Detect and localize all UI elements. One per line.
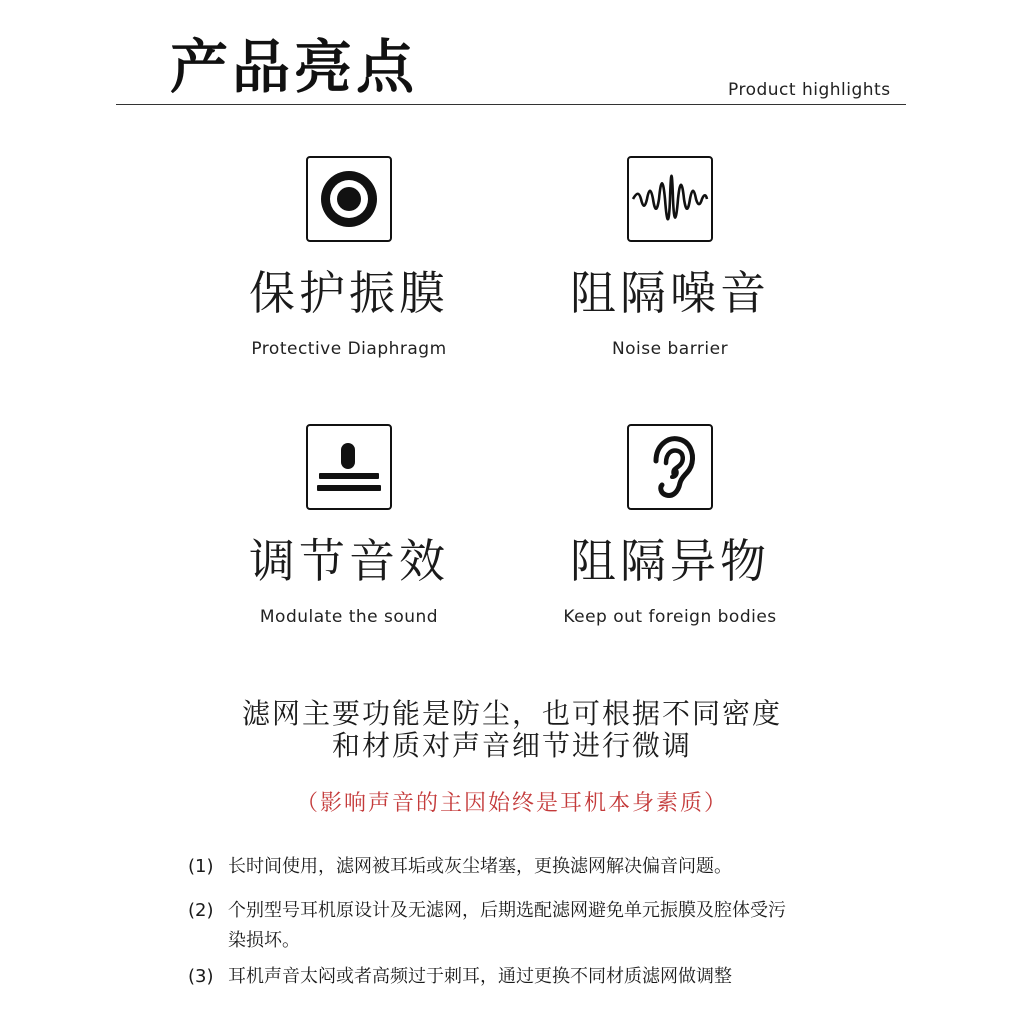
feature-title-cn: 阻隔异物 xyxy=(570,534,770,588)
list-text: 耳机声音太闷或者高频过于刺耳，通过更换不同材质滤网做调整 xyxy=(228,966,732,987)
list-text: 个别型号耳机原设计及无滤网，后期选配滤网避免单元振膜及腔体受污染损坏。 xyxy=(228,900,786,951)
list-text: 长时间使用，滤网被耳垢或灰尘堵塞，更换滤网解决偏音问题。 xyxy=(228,856,732,877)
feature-title-cn: 保护振膜 xyxy=(249,266,449,320)
feature-title-en: Keep out foreign bodies xyxy=(563,606,777,627)
feature-title-en: Modulate the sound xyxy=(259,606,439,627)
list-item xyxy=(188,896,848,956)
feature-keep-out-foreign-bodies xyxy=(520,424,820,627)
header-divider xyxy=(116,104,906,105)
page-title: 产品亮点 xyxy=(170,33,419,101)
target-circle-icon xyxy=(318,168,380,230)
list-number: (2) xyxy=(188,900,214,921)
modulate-slider-icon xyxy=(313,437,385,497)
feature-title-cn: 阻隔噪音 xyxy=(570,266,770,320)
feature-title-en: Noise barrier xyxy=(611,338,729,359)
feature-protective-diaphragm xyxy=(199,156,499,359)
feature-icon-box xyxy=(306,424,392,510)
feature-noise-barrier xyxy=(520,156,820,359)
feature-icon-box xyxy=(627,424,713,510)
red-note: （影响声音的主因始终是耳机本身素质） xyxy=(295,791,728,816)
description-line-1: 滤网主要功能是防尘，也可根据不同密度 xyxy=(241,697,782,730)
feature-title-cn: 调节音效 xyxy=(249,534,449,588)
list-number: (1) xyxy=(188,856,214,877)
filter-description xyxy=(0,698,1024,762)
list-number: (3) xyxy=(188,966,214,987)
ear-icon xyxy=(642,433,698,501)
feature-modulate-sound xyxy=(199,424,499,627)
list-item xyxy=(188,852,848,882)
list-item xyxy=(188,962,848,992)
feature-icon-box xyxy=(627,156,713,242)
description-line-2: 和材质对声音细节进行微调 xyxy=(331,729,692,762)
feature-icon-box xyxy=(306,156,392,242)
feature-title-en: Protective Diaphragm xyxy=(251,338,447,359)
page-subtitle: Product highlights xyxy=(728,80,891,100)
sound-wave-icon xyxy=(631,164,709,234)
